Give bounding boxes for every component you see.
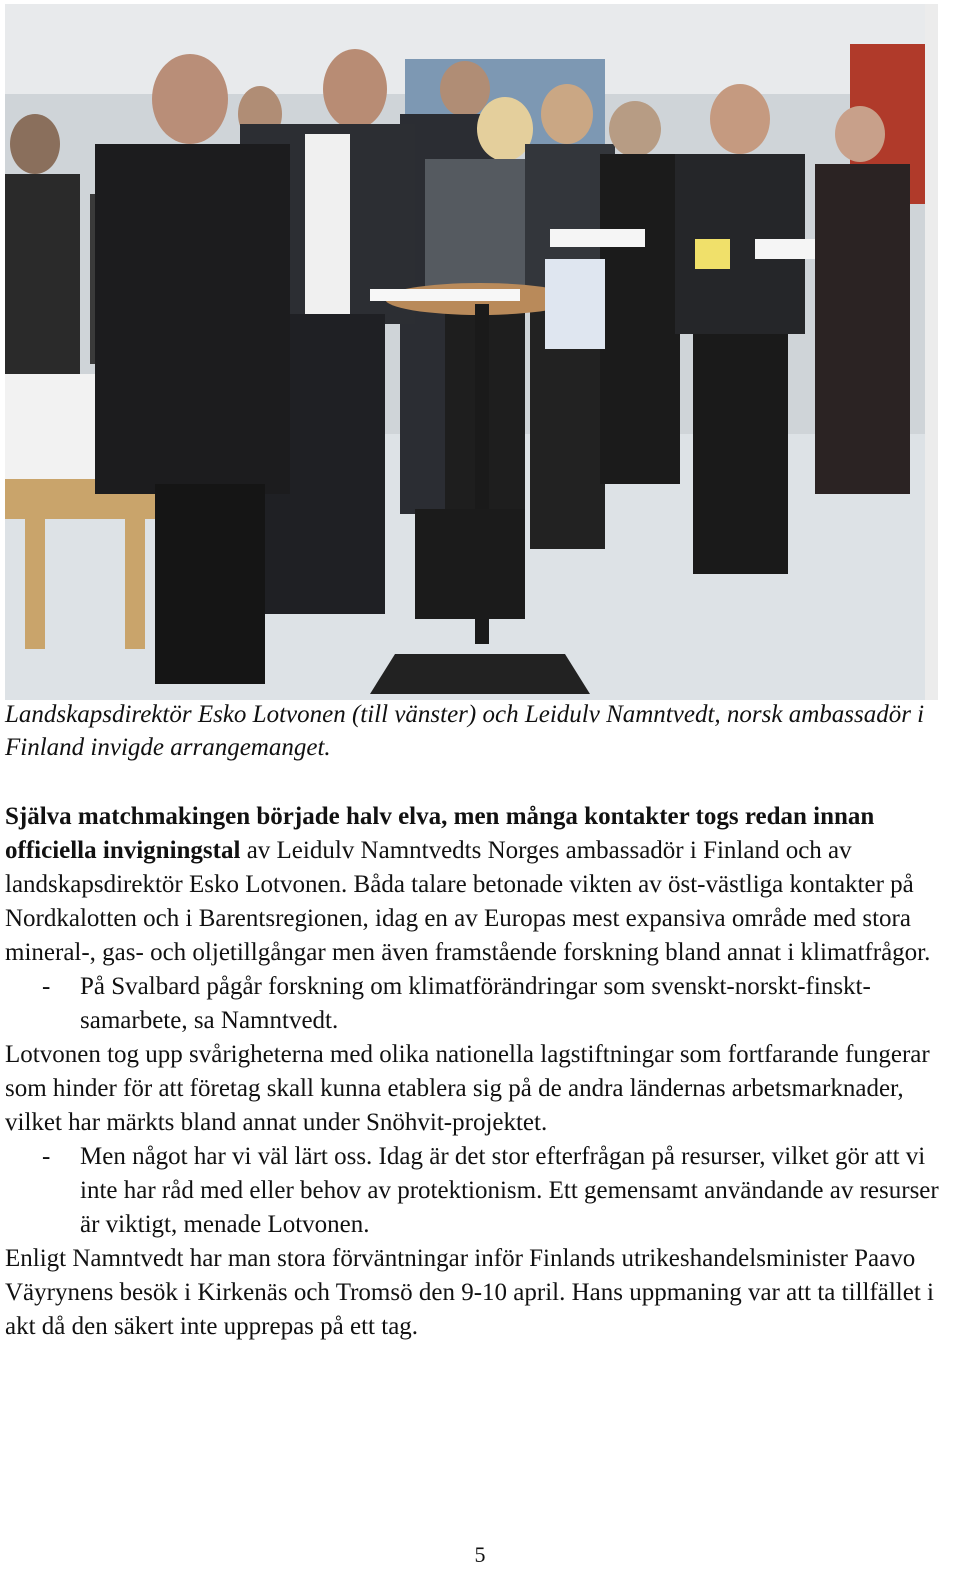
photo-image (5, 4, 938, 700)
paragraph-3: Enligt Namntvedt har man stora förväntningar inför Finlands utrikeshandelsminister Paavo Väyrynens besök i Kirkenäs och Tromsö den 9-10 april. Hans uppmaning var att ta tillfället i akt då den säkert inte upprepas på ett tag. (5, 1245, 934, 1340)
photo-caption: Landskapsdirektör Esko Lotvonen (till vänster) och Leidulv Namntvedt, norsk ambassadör i Finland invigde arrangemanget. (5, 701, 925, 761)
quote-1-dash: - (42, 973, 51, 1000)
paragraph-1-text: av Leidulv Namntvedts Norges ambassadör i Finland och av landskapsdirektör Esko Lotvonen. Båda talare betonade vikten av öst-västliga kontakter på Nordkalotten och i Barentsregionen, idag en av Europas mest expansiva område med stora mineral-, gas- och oljetillgångar men även framstående forskning bland annat i klimatfrågor. (5, 837, 931, 966)
paragraph-1 (5, 800, 955, 970)
quote-1 (5, 970, 955, 1038)
quote-2-dash: - (42, 1143, 51, 1170)
page-number: 5 (474, 1542, 486, 1567)
quote-2-text: Men något har vi väl lärt oss. Idag är det stor efterfrågan på resurser, vilket gör att vi inte har råd med eller behov av protektionism. Ett gemensamt användande av resurser är viktigt, menade Lotvonen. (80, 1143, 939, 1238)
quote-2 (5, 1140, 955, 1242)
paragraph-1-lead: Själva matchmakingen började halv elva, men många kontakter togs redan innan officiella invigningstal (5, 803, 875, 864)
article-body (5, 800, 955, 1344)
quote-1-text: På Svalbard pågår forskning om klimatförändringar som svenskt-norskt-finskt-samarbete, sa Namntvedt. (80, 973, 871, 1034)
paragraph-2: Lotvonen tog upp svårigheterna med olika nationella lagstiftningar som fortfarande fungerar som hinder för att företag skall kunna etablera sig på de andra ländernas arbetsmarknader, vilket har märkts bland annat under Snöhvit-projektet. (5, 1041, 930, 1136)
event-photo (5, 4, 938, 700)
